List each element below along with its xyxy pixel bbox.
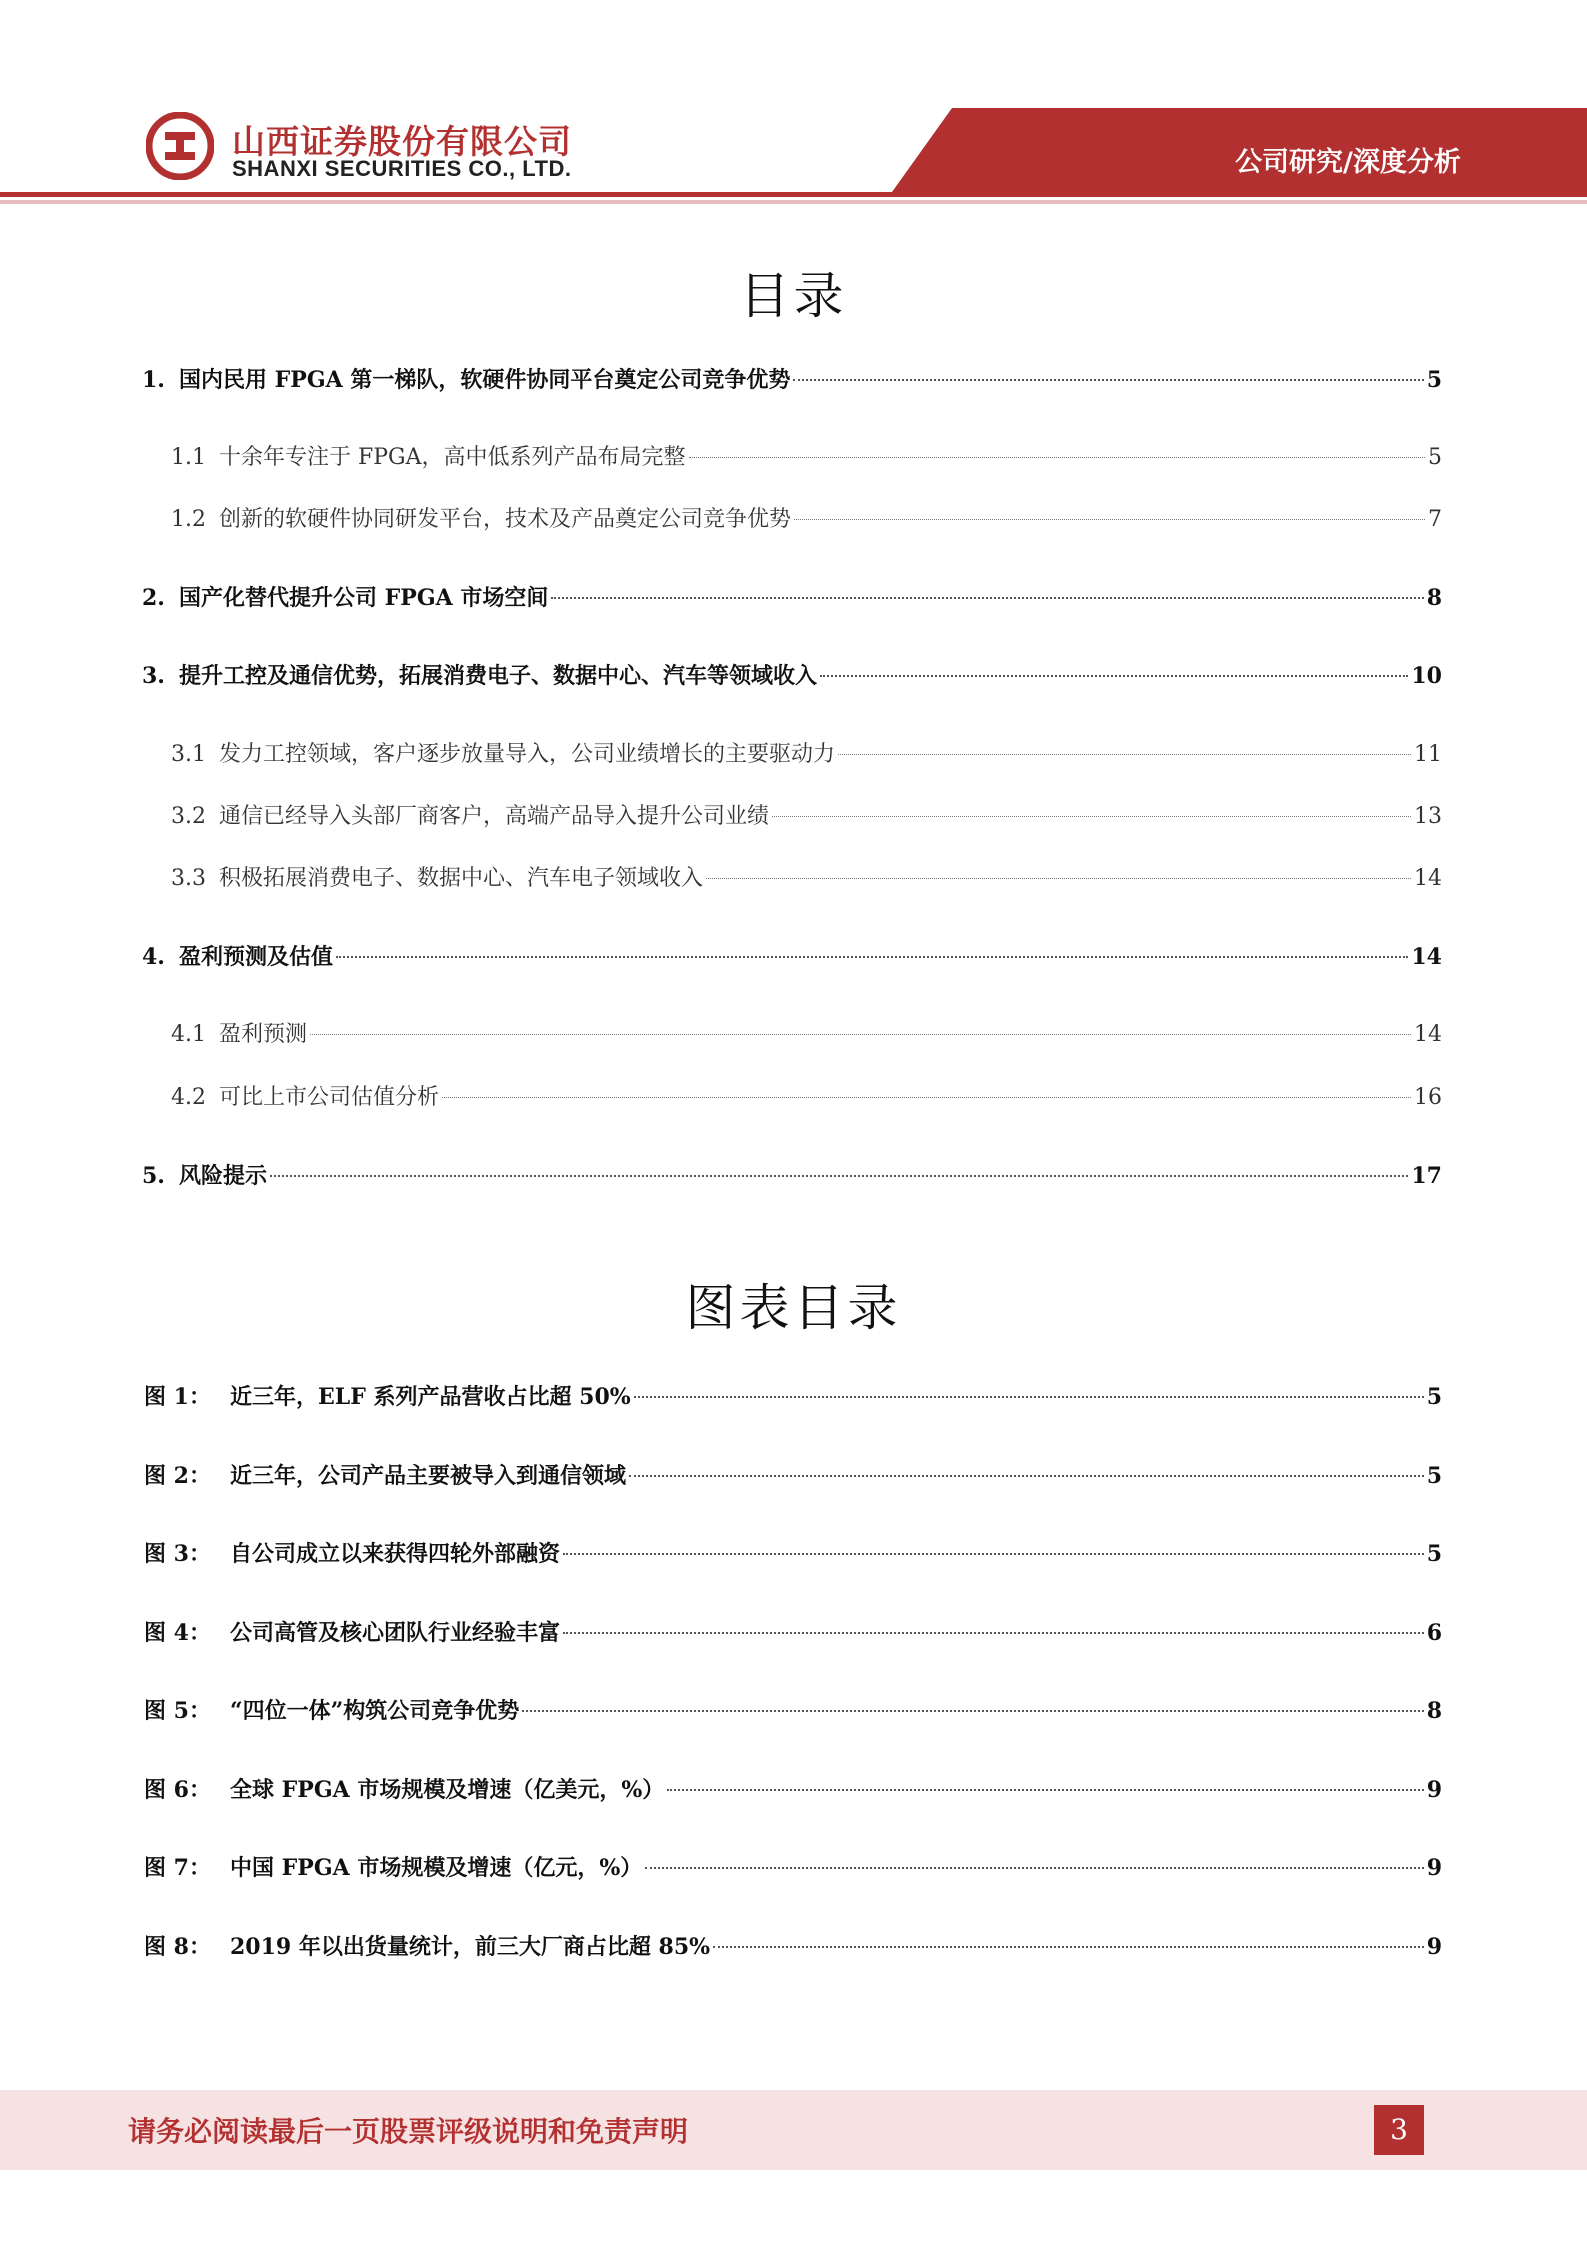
dot-leader — [793, 378, 1423, 381]
toc-entry-title: 十余年专注于 FPGA，高中低系列产品布局完整 — [219, 445, 686, 470]
dot-leader — [634, 1395, 1424, 1398]
toc-entry-page: 5 — [1428, 445, 1442, 470]
toc-entry-title: 可比上市公司估值分析 — [219, 1085, 440, 1110]
toc-entry[interactable] — [142, 580, 1442, 616]
toc-entry-page: 13 — [1414, 804, 1442, 829]
toc-entry-title: 创新的软硬件协同研发平台，技术及产品奠定公司竞争优势 — [219, 507, 792, 532]
toc-entry-title: 国产化替代提升公司 FPGA 市场空间 — [179, 585, 549, 611]
toc-entry-number: 1.1 — [171, 445, 206, 470]
dot-leader — [645, 1866, 1423, 1869]
dot-leader — [270, 1174, 1408, 1177]
toc-entry-page: 7 — [1428, 507, 1442, 532]
figure-entry-title: 自公司成立以来获得四轮外部融资 — [230, 1541, 561, 1567]
toc-entry-page: 8 — [1426, 585, 1442, 611]
figure-entry-number: 图 4： — [144, 1620, 211, 1646]
figure-entry-number: 图 1： — [144, 1384, 211, 1410]
company-logo-icon — [146, 112, 214, 180]
figure-entry-number: 图 2： — [144, 1463, 211, 1489]
figure-entry[interactable] — [144, 1929, 1442, 1965]
toc-entry[interactable] — [171, 861, 1442, 897]
company-name-en: SHANXI SECURITIES CO., LTD. — [232, 156, 572, 181]
toc-entry[interactable] — [142, 1158, 1442, 1194]
dot-leader — [522, 1709, 1423, 1712]
toc-entry-page: 14 — [1414, 1022, 1442, 1047]
toc-entry-number: 3.2 — [171, 804, 206, 829]
figure-entry-page: 5 — [1426, 1541, 1442, 1567]
figure-entry-title: “四位一体”构筑公司竞争优势 — [230, 1698, 520, 1724]
toc-entry-number: 1.2 — [171, 507, 206, 532]
figure-entry-title: 2019 年以出货量统计，前三大厂商占比超 85% — [230, 1934, 711, 1960]
figure-entry[interactable] — [144, 1615, 1442, 1651]
figure-entry-title: 近三年，公司产品主要被导入到通信领域 — [230, 1463, 627, 1489]
figure-entry-number: 图 6： — [144, 1777, 211, 1803]
toc-entry-title: 国内民用 FPGA 第一梯队，软硬件协同平台奠定公司竞争优势 — [179, 367, 791, 393]
report-type-label: 公司研究/深度分析 — [1235, 147, 1461, 178]
figure-entry-number: 图 8： — [144, 1934, 211, 1960]
page-number: 3 — [1374, 2105, 1424, 2155]
dot-leader — [336, 955, 1408, 958]
toc-entry-title: 风险提示 — [179, 1163, 268, 1189]
figure-entry[interactable] — [144, 1458, 1442, 1494]
figure-entry[interactable] — [144, 1693, 1442, 1729]
dot-leader — [838, 753, 1411, 755]
toc-entry-page: 14 — [1411, 944, 1442, 970]
toc-entry-page: 14 — [1414, 866, 1442, 891]
figure-toc-title: 图表目录 — [685, 1279, 902, 1337]
figure-entry-title: 公司高管及核心团队行业经验丰富 — [230, 1620, 561, 1646]
figure-entry[interactable] — [144, 1850, 1442, 1886]
toc-entry-number: 3.1 — [171, 742, 206, 767]
figure-entry-title: 中国 FPGA 市场规模及增速（亿元，%） — [230, 1855, 643, 1881]
toc-entry-number: 1. — [142, 367, 165, 393]
toc-entry-title: 发力工控领域，客户逐步放量导入，公司业绩增长的主要驱动力 — [219, 742, 836, 767]
toc-entry-page: 16 — [1414, 1085, 1442, 1110]
dot-leader — [794, 518, 1425, 520]
dot-leader — [689, 456, 1425, 458]
disclaimer-text: 请务必阅读最后一页股票评级说明和免责声明 — [128, 2115, 689, 2148]
figure-entry[interactable] — [144, 1772, 1442, 1808]
figure-entry-page: 9 — [1426, 1855, 1442, 1881]
toc-entry[interactable] — [142, 658, 1442, 694]
toc-entry[interactable] — [142, 939, 1442, 975]
figure-entry[interactable] — [144, 1536, 1442, 1572]
figure-entry-page: 8 — [1426, 1698, 1442, 1724]
figure-entry-number: 图 7： — [144, 1855, 211, 1881]
toc-entry-page: 10 — [1411, 663, 1442, 689]
figure-entry-number: 图 3： — [144, 1541, 211, 1567]
dot-leader — [629, 1474, 1424, 1477]
page-header — [0, 0, 1587, 220]
toc-entry[interactable] — [171, 502, 1442, 538]
figure-entry-page: 6 — [1426, 1620, 1442, 1646]
toc-entry-title: 积极拓展消费电子、数据中心、汽车电子领域收入 — [219, 866, 704, 891]
toc-entry-number: 2. — [142, 585, 165, 611]
toc-entry[interactable] — [171, 799, 1442, 835]
toc-entry-number: 4.2 — [171, 1085, 206, 1110]
figure-entry-page: 5 — [1426, 1384, 1442, 1410]
dot-leader — [563, 1631, 1424, 1634]
toc-entry-page: 17 — [1411, 1163, 1442, 1189]
toc-entry-number: 4. — [142, 944, 165, 970]
figure-entry-page: 9 — [1426, 1934, 1442, 1960]
dot-leader — [772, 815, 1411, 817]
toc-entry[interactable] — [171, 440, 1442, 476]
dot-leader — [442, 1096, 1411, 1098]
figure-entry[interactable] — [144, 1379, 1442, 1415]
dot-leader — [667, 1788, 1423, 1791]
toc-entry-title: 盈利预测及估值 — [179, 944, 334, 970]
toc-entry-page: 5 — [1426, 367, 1442, 393]
toc-entry-title: 盈利预测 — [219, 1022, 308, 1047]
dot-leader — [713, 1945, 1424, 1948]
toc-entry-number: 4.1 — [171, 1022, 206, 1047]
toc-entry-number: 3. — [142, 663, 165, 689]
dot-leader — [551, 596, 1423, 599]
toc-entry-number: 3.3 — [171, 866, 206, 891]
toc-entry-title: 提升工控及通信优势，拓展消费电子、数据中心、汽车等领域收入 — [179, 663, 818, 689]
toc-entry-title: 通信已经导入头部厂商客户，高端产品导入提升公司业绩 — [219, 804, 770, 829]
toc-entry-number: 5. — [142, 1163, 165, 1189]
figure-entry-title: 近三年，ELF 系列产品营收占比超 50% — [230, 1384, 631, 1410]
company-name-cn: 山西证券股份有限公司 — [232, 122, 572, 161]
dot-leader — [706, 877, 1411, 879]
toc-entry[interactable] — [142, 362, 1442, 398]
figure-entry-page: 9 — [1426, 1777, 1442, 1803]
toc-entry[interactable] — [171, 1017, 1442, 1053]
figure-entry-page: 5 — [1426, 1463, 1442, 1489]
dot-leader — [310, 1033, 1411, 1035]
toc-title: 目录 — [739, 267, 848, 325]
toc-entry-page: 11 — [1414, 742, 1442, 767]
dot-leader — [820, 674, 1408, 677]
toc-entry[interactable] — [171, 1080, 1442, 1116]
dot-leader — [563, 1552, 1424, 1555]
figure-entry-number: 图 5： — [144, 1698, 211, 1724]
toc-entry[interactable] — [171, 737, 1442, 773]
figure-entry-title: 全球 FPGA 市场规模及增速（亿美元，%） — [230, 1777, 665, 1803]
